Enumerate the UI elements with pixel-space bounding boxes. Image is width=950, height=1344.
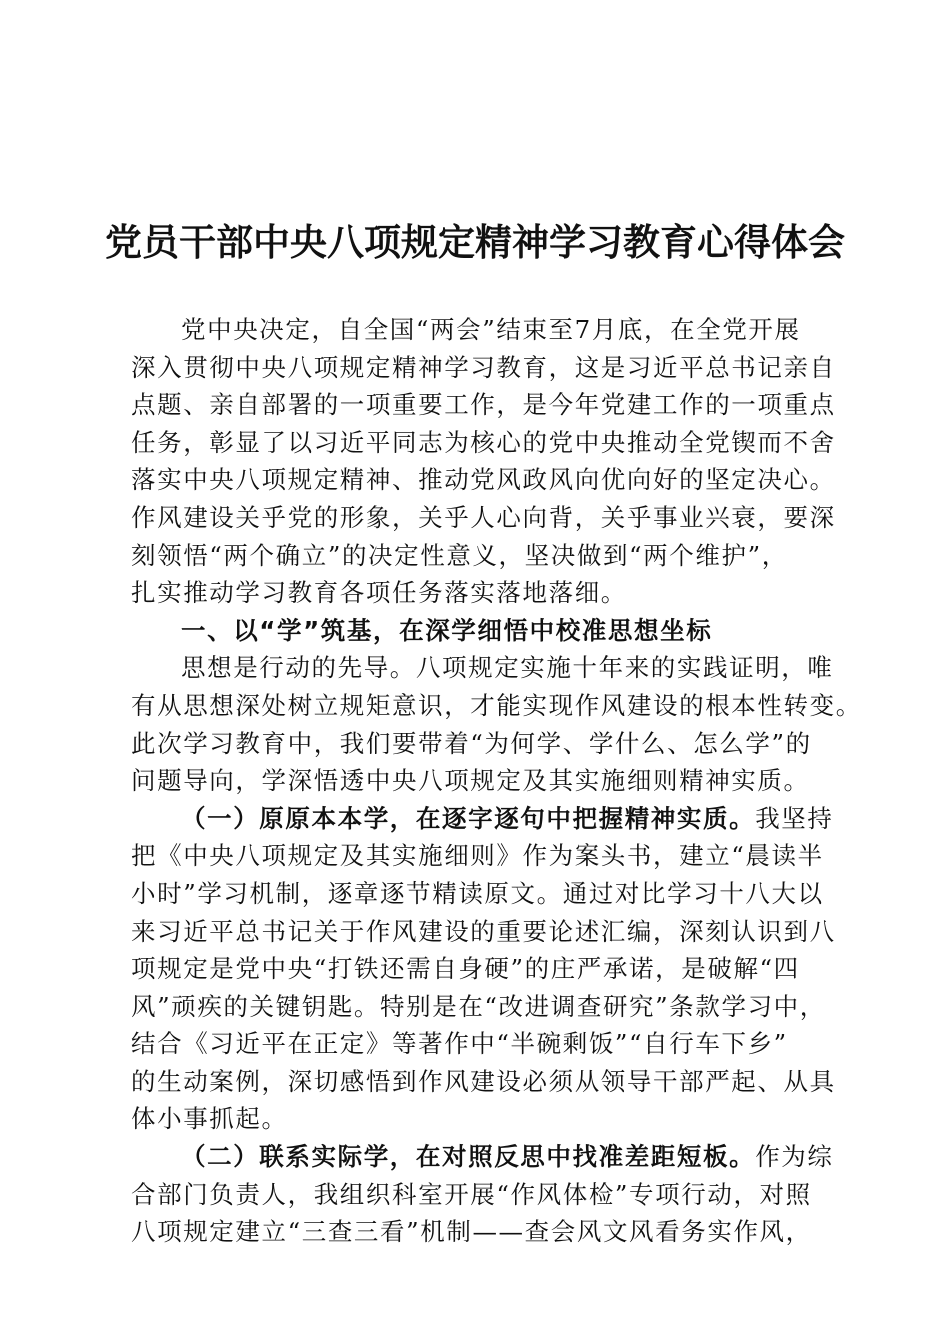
document-body — [131, 311, 862, 1251]
paragraph-line: 合部门负责人，我组织科室开展“作风体检”专项行动，对照 — [131, 1179, 812, 1209]
paragraph-line: 有从思想深处树立规矩意识，才能实现作风建设的根本性转变。 — [131, 690, 862, 720]
subsection-line — [131, 1138, 834, 1176]
paragraph-line: 深入贯彻中央八项规定精神学习教育，这是习近平总书记亲自 — [131, 352, 836, 382]
paragraph-line: 项规定是党中央“打铁还需自身硬”的庄严承诺，是破解“四 — [131, 954, 800, 984]
paragraph-line: 八项规定建立“三查三看”机制——查会风文风看务实作风， — [131, 1217, 812, 1247]
paragraph-line: 落实中央八项规定精神、推动党风政风向优向好的坚定决心。 — [131, 465, 836, 495]
paragraph-line: 的生动案例，深切感悟到作风建设必须从领导干部严起、从具 — [131, 1066, 836, 1096]
paragraph-line: 体小事抓起。 — [131, 1104, 288, 1134]
subsection-text: 作为综 — [755, 1142, 834, 1172]
paragraph-line: 扎实推动学习教育各项任务落实落地落细。 — [131, 578, 627, 608]
paragraph-line: 任务，彰显了以习近平同志为核心的党中央推动全党锲而不舍 — [131, 427, 836, 457]
subsection-lead: （一）原原本本学，在逐字逐句中把握精神实质。 — [181, 803, 756, 833]
paragraph-line: 点题、亲自部署的一项重要工作，是今年党建工作的一项重点 — [131, 390, 836, 420]
paragraph-line: 来习近平总书记关于作风建设的重要论述汇编，深刻认识到八 — [131, 916, 836, 946]
subsection-text: 我坚持 — [755, 803, 834, 833]
paragraph-line: 刻领悟“两个确立”的决定性意义，坚决做到“两个维护”， — [131, 540, 788, 570]
paragraph-line: 问题导向，学深悟透中央八项规定及其实施细则精神实质。 — [131, 766, 810, 796]
paragraph-line: 小时”学习机制，逐章逐节精读原文。通过对比学习十八大以 — [131, 878, 824, 908]
paragraph-line: 思想是行动的先导。八项规定实施十年来的实践证明，唯 — [181, 653, 834, 683]
document-title: 党员干部中央八项规定精神学习教育心得体会 — [105, 220, 845, 264]
subsection-line — [131, 800, 834, 838]
section-heading: 一、以“学”筑基，在深学细悟中校准思想坐标 — [181, 615, 713, 645]
paragraph-line: 把《中央八项规定及其实施细则》作为案头书，建立“晨读半 — [131, 841, 824, 871]
paragraph-line: 作风建设关乎党的形象，关乎人心向背，关乎事业兴衰，要深 — [131, 502, 836, 532]
subsection-lead: （二）联系实际学，在对照反思中找准差距短板。 — [181, 1142, 756, 1172]
paragraph-line: 风”顽疾的关键钥匙。特别是在“改进调查研究”条款学习中， — [131, 991, 826, 1021]
paragraph-line: 结合《习近平在正定》等著作中“半碗剩饭”“自行车下乡” — [131, 1029, 788, 1059]
paragraph-line: 此次学习教育中，我们要带着“为何学、学什么、怎么学”的 — [131, 728, 812, 758]
paragraph-line: 党中央决定，自全国“两会”结束至7月底，在全党开展 — [181, 315, 801, 344]
